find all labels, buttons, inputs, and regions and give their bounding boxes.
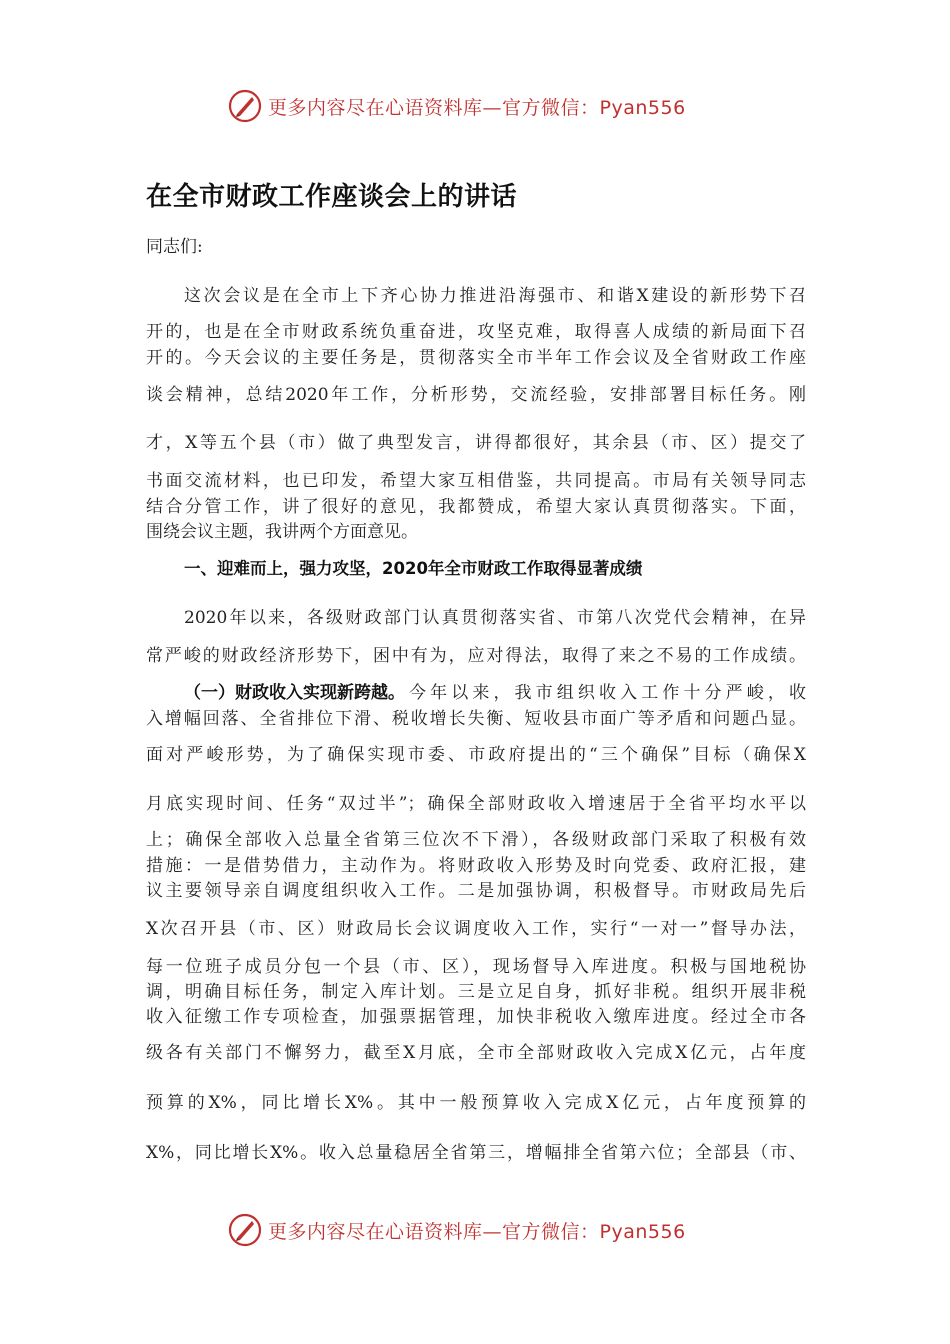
banner-label: 更多内容尽在心语资料库—官方微信：Pyan556 — [268, 1220, 686, 1243]
paragraph-line: 入增幅回落、全省排位下滑、税收增长失衡、短收县市面广等矛盾和问题凸显。 — [146, 709, 806, 729]
paragraph-line: 级各有关部门不懈努力，截至X月底，全市全部财政收入完成X亿元，占年度 — [146, 1043, 806, 1063]
page-title: 在全市财政工作座谈会上的讲话 — [146, 182, 518, 212]
paragraph-line: 常严峻的财政经济形势下，困中有为，应对得法，取得了来之不易的工作成绩。 — [146, 646, 806, 666]
paragraph-line: 围绕会议主题，我讲两个方面意见。 — [146, 522, 418, 542]
paragraph-line: 议主要领导亲自调度组织收入工作。二是加强协调，积极督导。市财政局先后 — [146, 881, 806, 901]
paragraph-line: 这次会议是在全市上下齐心协力推进沿海强市、和谐X建设的新形势下召 — [184, 286, 806, 306]
paragraph-line: 谈会精神，总结2020年工作，分析形势，交流经验，安排部署目标任务。刚 — [146, 385, 806, 405]
paragraph-line: 上；确保全部收入总量全省第三位次不下滑），各级财政部门采取了积极有效 — [146, 830, 806, 850]
paragraph-line: 调，明确目标任务，制定入库计划。三是立足自身，抓好非税。组织开展非税 — [146, 982, 806, 1002]
paragraph-line: 2020年以来，各级财政部门认真贯彻落实省、市第八次党代会精神，在异 — [184, 608, 806, 628]
paragraph-line: X次召开县（市、区）财政局长会议调度收入工作，实行“一对一”督导办法， — [146, 919, 806, 939]
paragraph-line: X%，同比增长X%。收入总量稳居全省第三，增幅排全省第六位；全部县（市、 — [146, 1143, 806, 1163]
paragraph-line: 月底实现时间、任务“双过半”；确保全部财政收入增速居于全省平均水平以 — [146, 794, 806, 814]
paragraph-line: 开的，也是在全市财政系统负重奋进，攻坚克难，取得喜人成绩的新局面下召 — [146, 322, 806, 342]
paragraph-line: 收入征缴工作专项检查，加强票据管理，加快非税收入缴库进度。经过全市各 — [146, 1007, 806, 1027]
header-banner — [228, 88, 686, 124]
paragraph-line: 结合分管工作，讲了很好的意见，我都赞成，希望大家认真贯彻落实。下面， — [146, 497, 806, 517]
paragraph-line: 书面交流材料，也已印发，希望大家互相借鉴，共同提高。市局有关领导同志 — [146, 471, 806, 491]
paragraph-line: 预算的X%，同比增长X%。其中一般预算收入完成X亿元，占年度预算的 — [146, 1093, 806, 1113]
salutation: 同志们: — [146, 237, 203, 257]
banner-label: 更多内容尽在心语资料库—官方微信：Pyan556 — [268, 96, 686, 119]
paragraph-text: 今年以来，我市组织收入工作十分严峻，收 — [409, 683, 806, 703]
paragraph-line: 每一位班子成员分包一个县（市、区），现场督导入库进度。积极与国地税协 — [146, 957, 806, 977]
quill-logo-icon — [228, 89, 262, 123]
subheading: （一）财政收入实现新跨越。 — [184, 683, 405, 703]
quill-logo-icon — [228, 1213, 262, 1247]
section-heading: 一、迎难而上，强力攻坚，2020年全市财政工作取得显著成绩 — [184, 559, 643, 578]
banner-brand: Pyan556 — [599, 96, 686, 119]
paragraph-line: 才，X等五个县（市）做了典型发言，讲得都很好，其余县（市、区）提交了 — [146, 433, 806, 453]
paragraph-line — [184, 682, 806, 704]
paragraph-line: 面对严峻形势，为了确保实现市委、市政府提出的“三个确保”目标（确保X — [146, 745, 806, 765]
footer-banner — [228, 1212, 686, 1248]
paragraph-line: 措施：一是借势借力，主动作为。将财政收入形势及时向党委、政府汇报，建 — [146, 856, 806, 876]
paragraph-line: 开的。今天会议的主要任务是，贯彻落实全市半年工作会议及全省财政工作座 — [146, 348, 806, 368]
banner-brand: Pyan556 — [599, 1220, 686, 1243]
